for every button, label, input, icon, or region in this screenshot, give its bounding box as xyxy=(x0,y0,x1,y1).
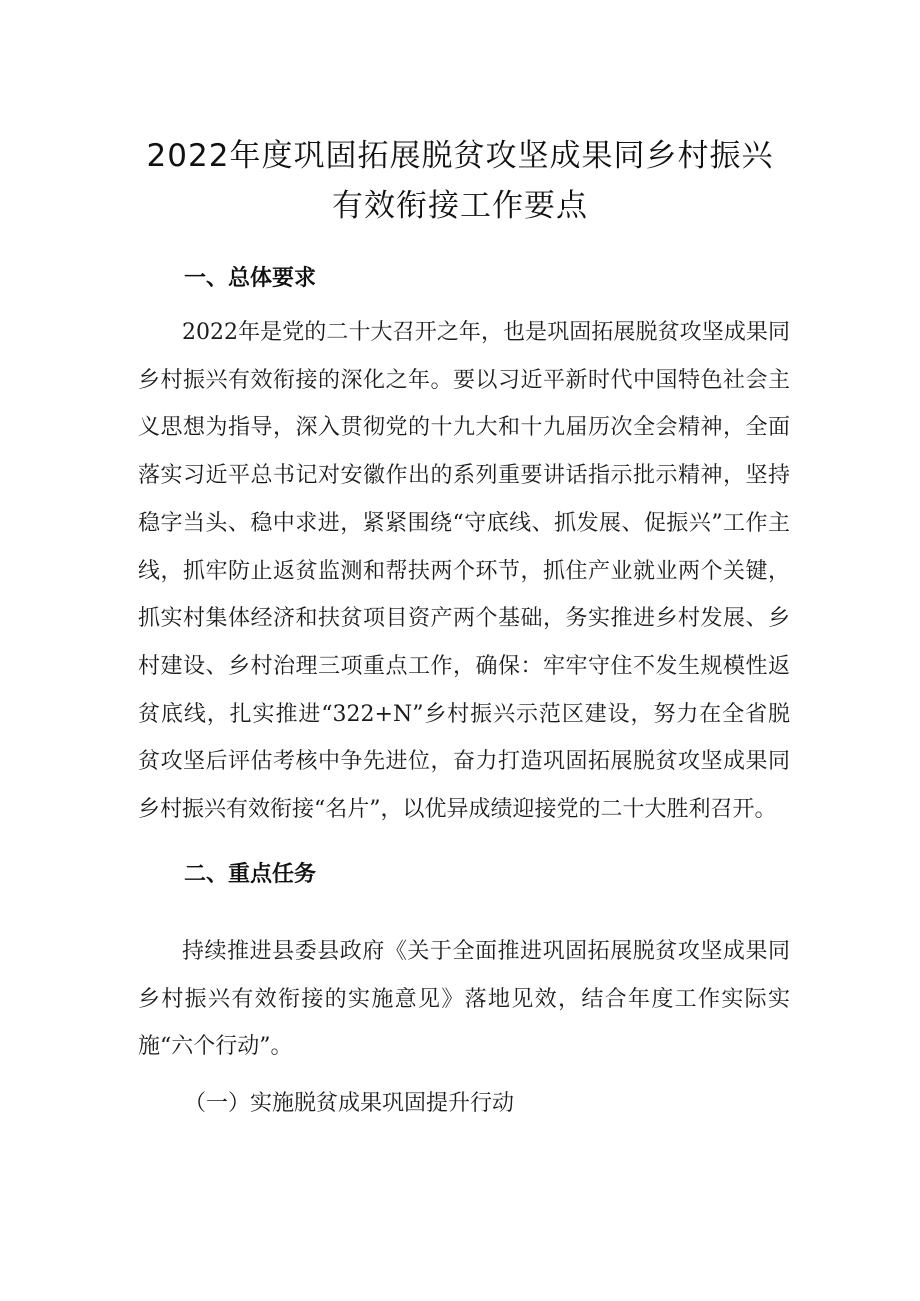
subsection-heading-action-1: （一）实施脱贫成果巩固提升行动 xyxy=(184,1091,515,1116)
document-title-line-2: 有效衔接工作要点 xyxy=(332,188,588,224)
section-heading-overall-requirements: 一、总体要求 xyxy=(184,266,317,291)
section-paragraph-overall-requirements: 2022年是党的二十大召开之年，也是巩固拓展脱贫攻坚成果同乡村振兴有效衔接的深化之年。要以习近平新时代中国特色社会主义思想为指导，深入贯彻党的十九大和十九届历次全会精神，全面落实习近平总书记对安徽作出的系列重要讲话指示批示精神，坚持稳字当头、稳中求进，紧紧围绕“守底线、抓发展、促振兴”工作主线，抓牢防止返贫监测和帮扶两个环节，抓住产业就业两个关键，抓实村集体经济和扶贫项目资产两个基础，务实推进乡村发展、乡村建设、乡村治理三项重点工作，确保：牢牢守住不发生规模性返贫底线，扎实推进“322+N”乡村振兴示范区建设，努力在全省脱贫攻坚后评估考核中争先进位，奋力打造巩固拓展脱贫攻坚成果同乡村振兴有效衔接“名片”，以优异成绩迎接党的二十大胜利召开。 xyxy=(138,320,790,823)
section-heading-key-tasks: 二、重点任务 xyxy=(184,862,317,887)
section-paragraph-key-tasks: 持续推进县委县政府《关于全面推进巩固拓展脱贫攻坚成果同乡村振兴有效衔接的实施意见》落地见效，结合年度工作实际实施“六个行动”。 xyxy=(138,939,790,1060)
document-title-line-1: 2022年度巩固拓展脱贫攻坚成果同乡村振兴 xyxy=(146,138,774,174)
